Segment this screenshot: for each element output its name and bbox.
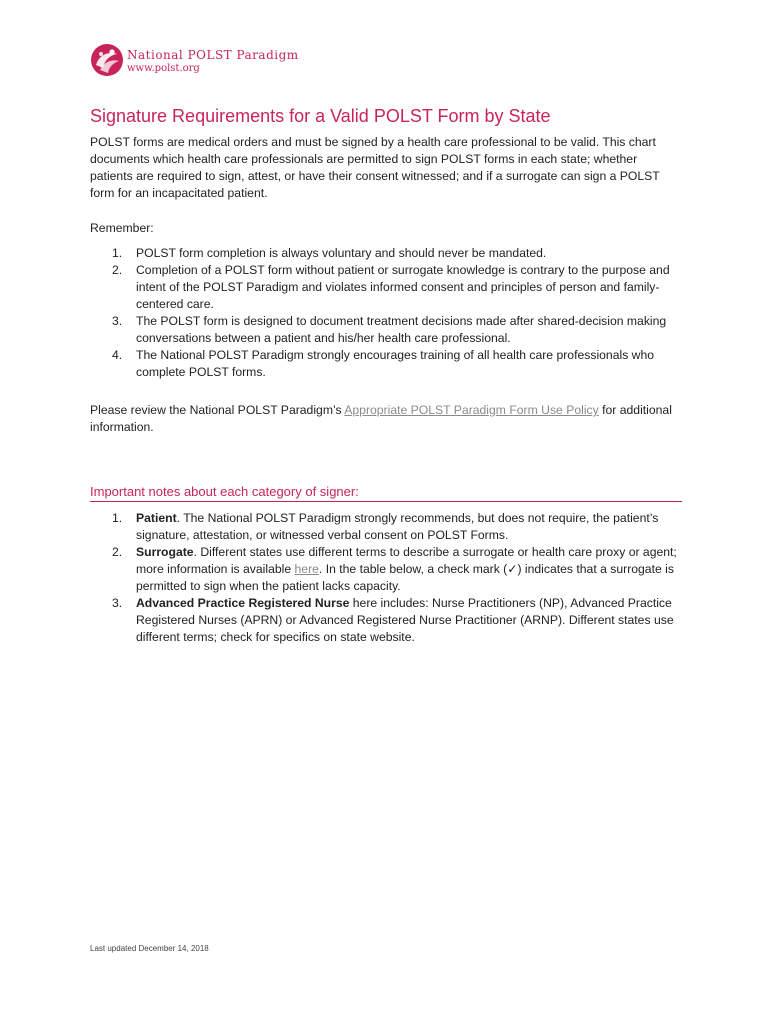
list-item-text: The POLST form is designed to document treatment decisions made after shared-decision making conversations between a patient and his/her health care professional.	[136, 314, 667, 345]
list-number: 4.	[112, 348, 123, 362]
list-item	[90, 313, 682, 347]
signer-term-aprn: Advanced Practice Registered Nurse	[136, 596, 350, 610]
signer-notes-list	[90, 510, 682, 646]
list-number: 2.	[112, 263, 123, 277]
list-item	[90, 245, 682, 262]
review-text-after: for additional information.	[90, 403, 672, 434]
page-title: Signature Requirements for a Valid POLST Form by State	[90, 106, 551, 126]
last-updated-footer: Last updated December 14, 2018	[90, 944, 209, 953]
list-item	[90, 510, 682, 544]
list-item-text: Completion of a POLST form without patient or surrogate knowledge is contrary to the purpose and intent of the POLST Paradigm and violates informed consent and principles of person and family-centered care.	[136, 263, 670, 311]
review-paragraph	[90, 402, 682, 436]
list-item	[90, 262, 682, 313]
list-number: 1.	[112, 511, 123, 525]
polst-logo-icon	[90, 43, 124, 77]
list-item-text: here includes: Nurse Practitioners (NP), Advanced Practice Registered Nurses (APRN) or Advanced Registered Nurse Practitioner (ARNP). Different states use different terms; check for specifics on state website.	[136, 596, 674, 644]
list-number: 2.	[112, 545, 123, 559]
intro-paragraph: POLST forms are medical orders and must be signed by a health care professional to be valid. This chart documents which health care professionals are permitted to sign POLST forms in each state; whether patients are required to sign, attest, or have their consent witnessed; and if a surrogate can sign a POLST form for an incapacitated patient.	[90, 135, 660, 200]
list-item-text: . In the table below, a check mark (✓) indicates that a surrogate is permitted to sign when the patient lacks capacity.	[136, 562, 674, 593]
list-item	[90, 595, 682, 646]
reminders-list	[90, 245, 682, 381]
list-item-text: . Different states use different terms to describe a surrogate or health care proxy or agent; more information is available	[136, 545, 677, 576]
surrogate-info-link[interactable]: here	[294, 562, 319, 576]
signer-term-surrogate: Surrogate	[136, 545, 194, 559]
heading-divider	[90, 501, 682, 502]
review-text-before: Please review the National POLST Paradigm’s	[90, 403, 345, 417]
notes-heading: Important notes about each category of signer:	[90, 484, 359, 499]
list-item-text: . The National POLST Paradigm strongly recommends, but does not require, the patient’s signature, attestation, or witnessed verbal consent on POLST Forms.	[136, 511, 659, 542]
list-item	[90, 544, 682, 595]
logo-name: National POLST Paradigm	[127, 48, 299, 62]
logo-url: www.polst.org	[127, 63, 200, 74]
list-item-text: POLST form completion is always voluntary and should never be mandated.	[136, 246, 547, 260]
remember-label: Remember:	[90, 221, 154, 235]
signer-term-patient: Patient	[136, 511, 177, 525]
list-item-text: The National POLST Paradigm strongly encourages training of all health care professionals who complete POLST forms.	[136, 348, 655, 379]
list-item	[90, 347, 682, 381]
list-number: 1.	[112, 246, 123, 260]
form-use-policy-link[interactable]: Appropriate POLST Paradigm Form Use Policy	[344, 403, 599, 417]
list-number: 3.	[112, 314, 123, 328]
list-number: 3.	[112, 596, 123, 610]
polst-logo[interactable]	[90, 43, 350, 83]
